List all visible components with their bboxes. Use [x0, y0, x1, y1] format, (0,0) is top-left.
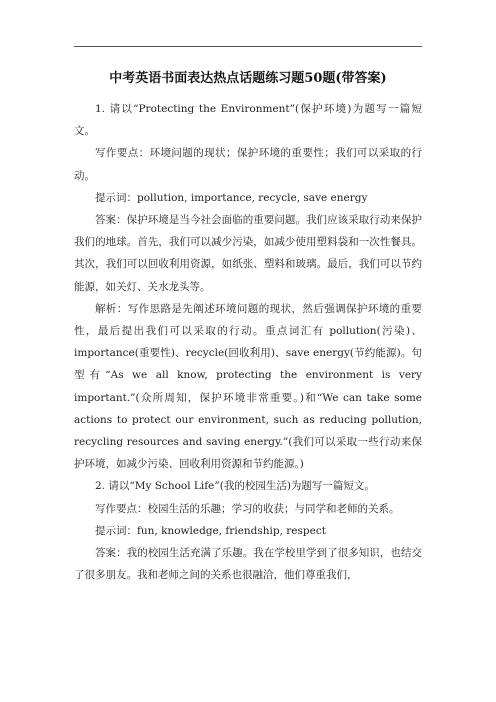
- document-body: [74, 98, 422, 586]
- question-2-requirements: 写作要点：校园生活的乐趣；学习的收获；与同学和老师的关系。: [95, 502, 400, 515]
- question-1-analysis: 解析：写作思路是先阐述环境问题的现状，然后强调保护环境的重要性，最后提出我们可以采取的行动。重点词汇有 pollution(污染)、importance(重要性)、recycle(回收利用)、save energy(节约能源)。句型有“As we all know, protecting the environment is very important.”(众所周知，保护环境非常重要。)和“We can take some actions to protect our environment, such as reducing pollution, recycling resources and saving energy.”(我们可以采取一些行动来保护环境，如减少污染、回收利用资源和节约能源。): [74, 302, 422, 471]
- question-1-requirements: 写作要点：环境问题的现状；保护环境的重要性；我们可以采取的行动。: [74, 147, 422, 182]
- question-1-prompt: 1. 请以“Protecting the Environment”(保护环境)为题写一篇短文。: [74, 103, 422, 138]
- question-1-answer: 答案：保护环境是当今社会面临的重要问题。我们应该采取行动来保护我们的地球。首先，我们可以减少污染，如减少使用塑料袋和一次性餐具。其次，我们可以回收利用资源，如纸张、塑料和玻璃。最后，我们可以节约能源，如关灯、关水龙头等。: [74, 214, 422, 293]
- header-rule: [74, 46, 422, 47]
- question-1-hints: 提示词：pollution, importance, recycle, save energy: [95, 191, 368, 204]
- document-title: 中考英语书面表达热点话题练习题50题(带答案): [109, 71, 387, 86]
- question-2-answer: 答案：我的校园生活充满了乐趣。我在学校里学到了很多知识，也结交了很多朋友。我和老师之间的关系也很融洽，他们尊重我们，: [74, 547, 422, 582]
- question-2-prompt: 2. 请以“My School Life”(我的校园生活)为题写一篇短文。: [95, 480, 375, 493]
- question-2-hints: 提示词：fun, knowledge, friendship, respect: [95, 524, 326, 537]
